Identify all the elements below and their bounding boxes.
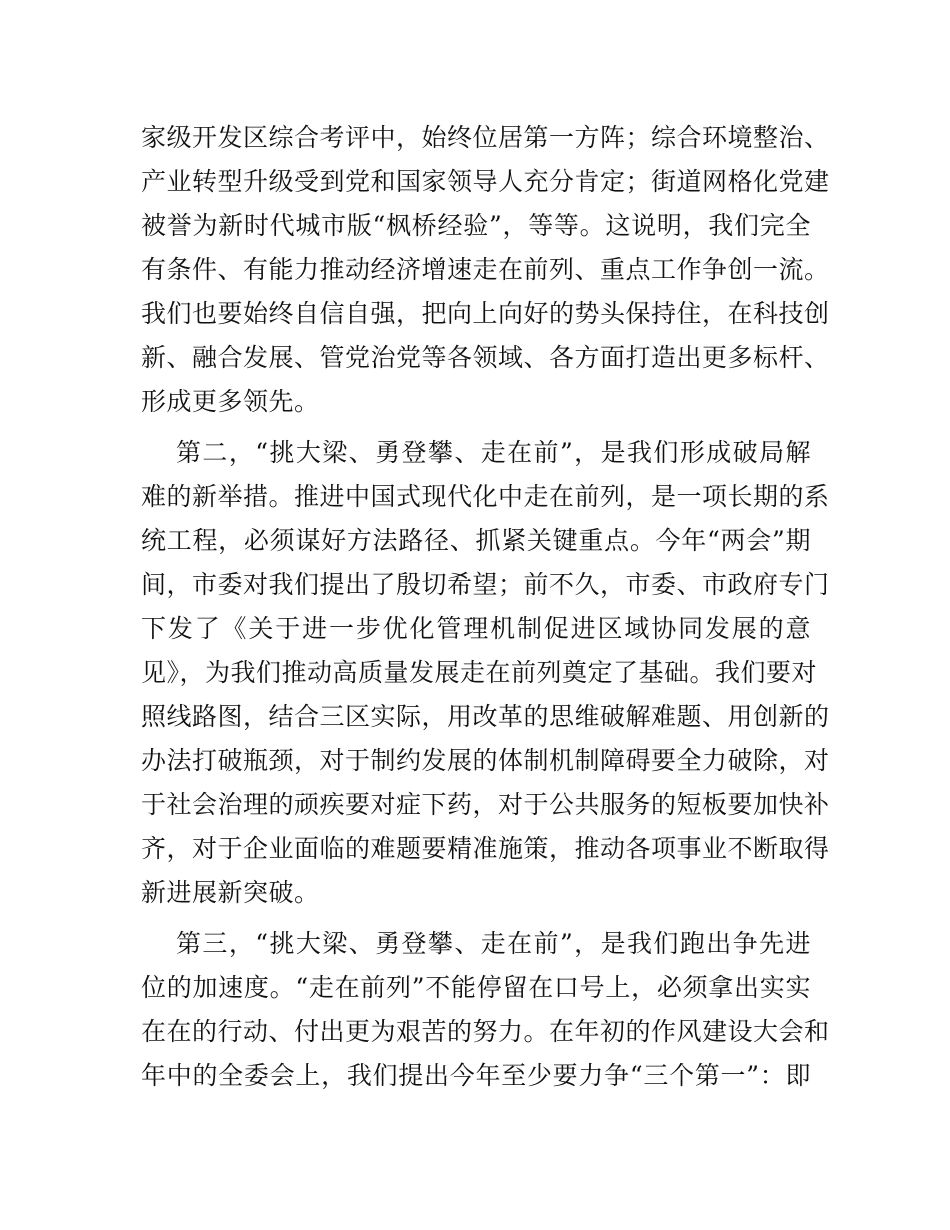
paragraph-first-line: 第二，“挑大梁、勇登攀、走在前”，是我们形成破局解 xyxy=(176,438,811,467)
text-line: 年中的全委会上，我们提出今年至少要力争“三个第一”：即 xyxy=(141,1061,811,1090)
text-line: 有条件、有能力推动经济增速走在前列、重点工作争创一流。 xyxy=(141,255,830,284)
text-line: 统工程，必须谋好方法路径、抓紧关键重点。今年“两会”期 xyxy=(141,526,811,555)
text-line: 齐，对于企业面临的难题要精准施策，推动各项事业不断取得 xyxy=(141,834,830,863)
text-line: 位的加速度。“走在前列”不能停留在口号上，必须拿出实实 xyxy=(141,973,811,1002)
text-line: 产业转型升级受到党和国家领导人充分肯定；街道网格化党建 xyxy=(141,167,830,196)
text-line: 家级开发区综合考评中，始终位居第一方阵；综合环境整治、 xyxy=(141,123,830,152)
text-line: 新进展新突破。 xyxy=(141,878,320,907)
paragraph-first-line: 第三，“挑大梁、勇登攀、走在前”，是我们跑出争先进 xyxy=(176,929,811,958)
text-line: 于社会治理的顽疾要对症下药，对于公共服务的短板要加快补 xyxy=(141,790,830,819)
text-line: 办法打破瓶颈，对于制约发展的体制机制障碍要全力破除，对 xyxy=(141,746,830,775)
text-line: 间，市委对我们提出了殷切希望；前不久，市委、市政府专门 xyxy=(141,570,830,599)
text-line: 照线路图，结合三区实际，用改革的思维破解难题、用创新的 xyxy=(141,702,830,731)
text-line: 难的新举措。推进中国式现代化中走在前列，是一项长期的系 xyxy=(141,482,830,511)
text-line: 我们也要始终自信自强，把向上向好的势头保持住，在科技创 xyxy=(141,299,830,328)
text-line: 新、融合发展、管党治党等各领域、各方面打造出更多标杆、 xyxy=(141,343,830,372)
text-line: 形成更多领先。 xyxy=(141,387,320,416)
text-line: 在在的行动、付出更为艰苦的努力。在年初的作风建设大会和 xyxy=(141,1017,830,1046)
text-line: 下发了《关于进一步优化管理机制促进区域协同发展的意 xyxy=(141,614,811,643)
text-line: 被誉为新时代城市版“枫桥经验”，等等。这说明，我们完全 xyxy=(141,211,811,240)
text-line: 见》，为我们推动高质量发展走在前列奠定了基础。我们要对 xyxy=(141,658,818,687)
